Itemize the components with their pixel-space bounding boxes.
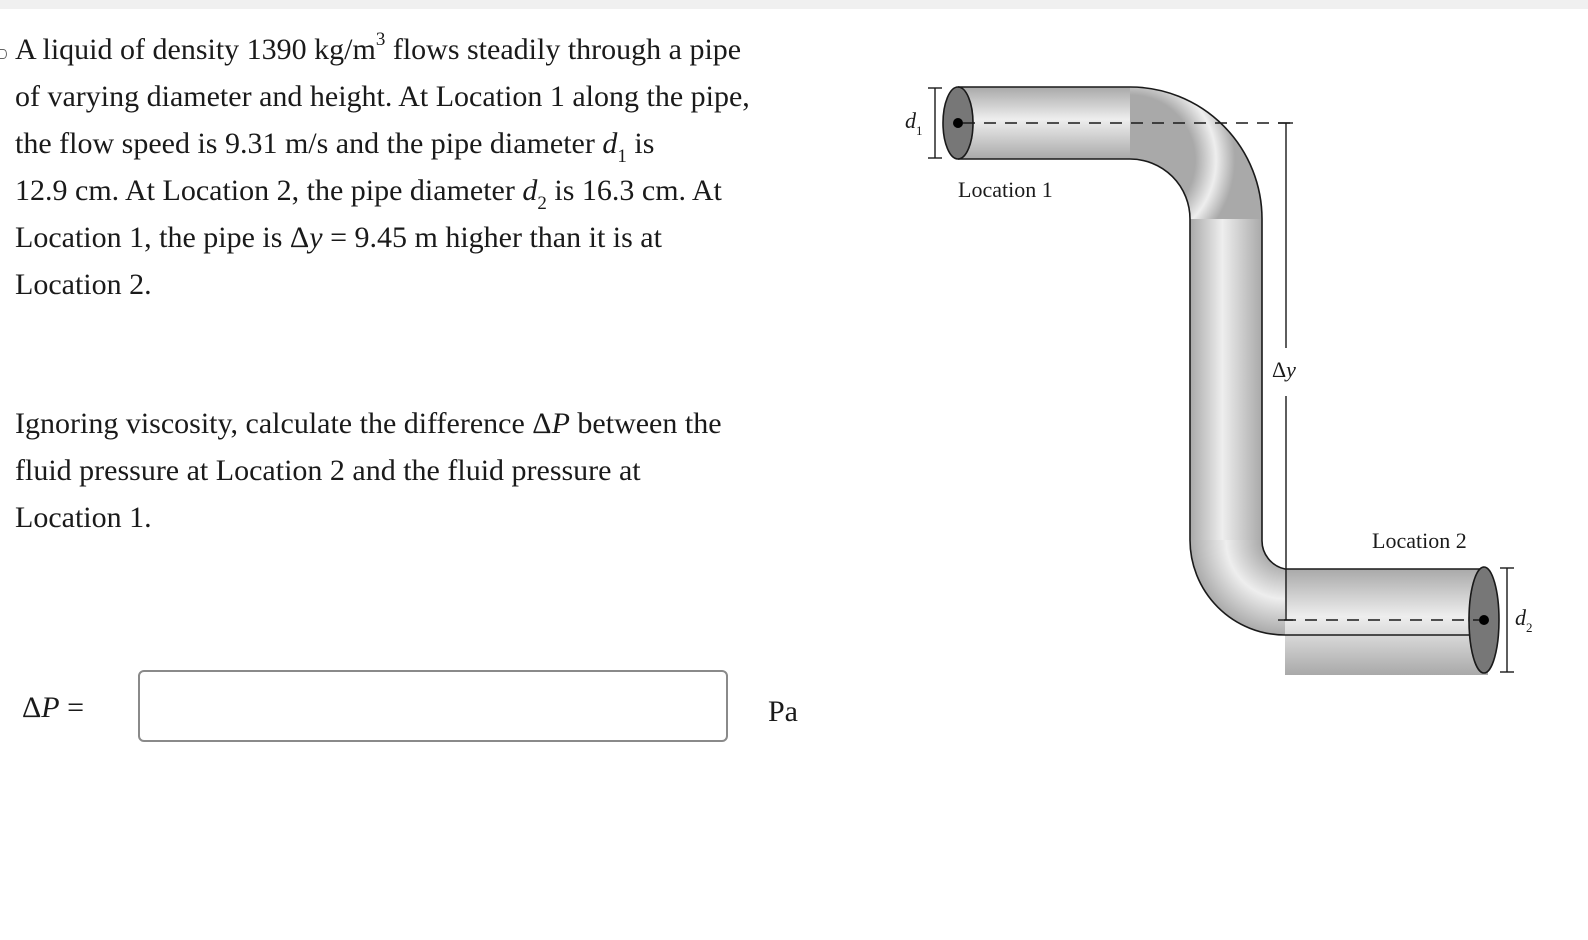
location2-label: Location 2	[1372, 528, 1467, 553]
problem-statement	[15, 26, 815, 308]
pipe-diagram	[880, 60, 1570, 700]
answer-label: ΔP =	[22, 691, 85, 724]
delta-y-label: Δy	[1272, 357, 1296, 382]
problem-line: the flow speed is 9.31 m/s and the pipe diameter $d_1$ is	[15, 127, 655, 167]
location1-label: Location 1	[958, 177, 1053, 202]
d2-dimension	[1500, 568, 1514, 672]
problem-line: of varying diameter and height. At Location 1 along the pipe,	[15, 80, 750, 113]
delta-p-input[interactable]	[138, 670, 728, 742]
answer-row	[22, 668, 822, 746]
problem-line: 12.9 cm. At Location 2, the pipe diameter $d_2$ is 16.3 cm. At	[15, 174, 722, 214]
pipe-body	[958, 87, 1488, 675]
answer-unit: Pa	[768, 695, 798, 728]
question-prompt	[15, 400, 815, 541]
problem-line: A liquid of density 1390 $kg/m^3$ flows steadily through a pipe	[15, 29, 742, 66]
top-bar	[0, 0, 1588, 9]
question-marker-icon	[0, 49, 7, 59]
d1-label: $d_1$	[905, 108, 923, 138]
prompt-line: Ignoring viscosity, calculate the difference ΔP between the	[15, 407, 722, 440]
problem-line: Location 2.	[15, 268, 152, 301]
prompt-line: fluid pressure at Location 2 and the fluid pressure at	[15, 454, 641, 487]
problem-line: Location 1, the pipe is Δy = 9.45 m higher than it is at	[15, 221, 662, 254]
d1-dimension	[928, 88, 942, 158]
d2-label: $d_2$	[1515, 605, 1533, 635]
prompt-line: Location 1.	[15, 501, 152, 534]
